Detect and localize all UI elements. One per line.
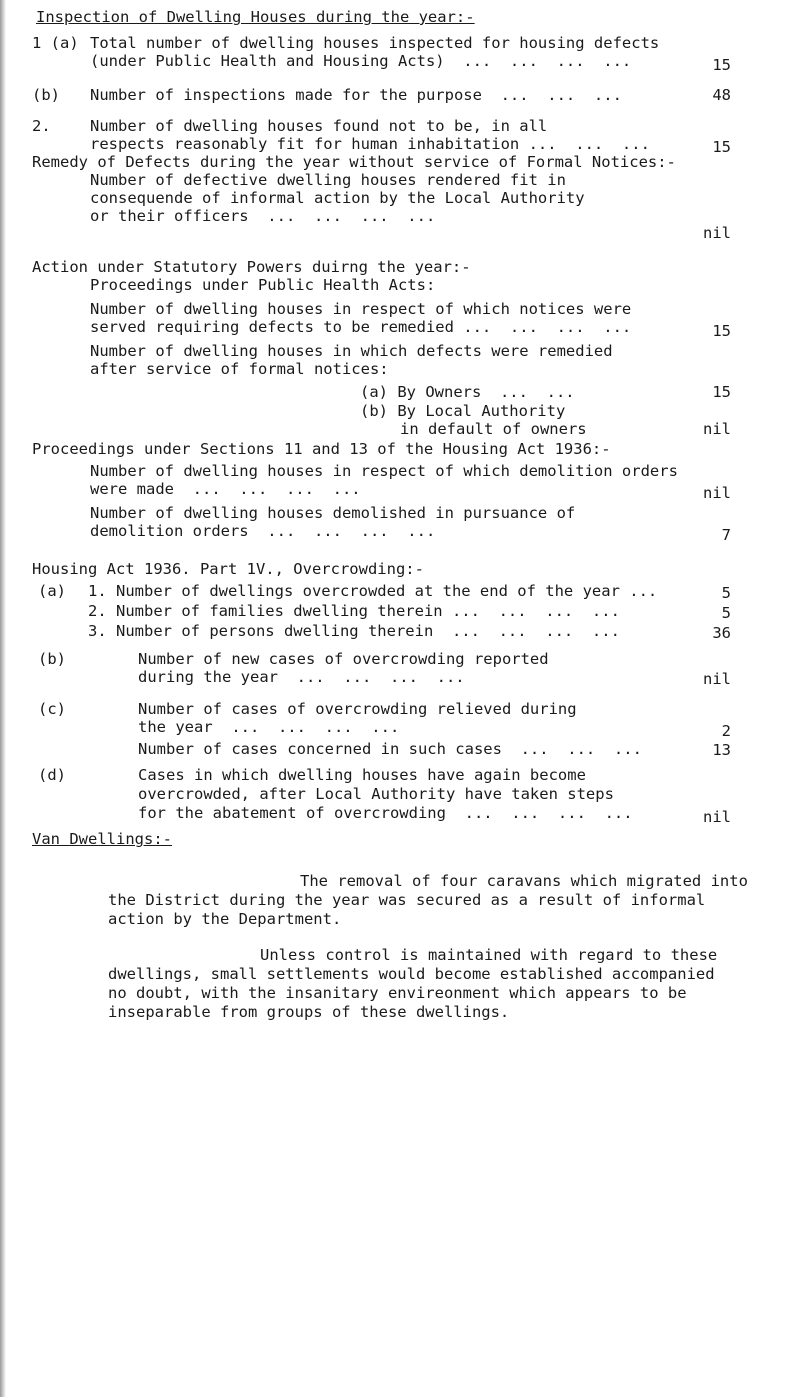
action-notices-text-2: served requiring defects to be remedied ... ... ... ... — [90, 318, 632, 336]
item-1a-marker: 1 (a) — [32, 34, 79, 52]
housing-demolished-text: Number of dwelling houses demolished in pursuance of — [90, 504, 576, 522]
page-edge-shadow — [0, 0, 6, 1397]
action-remedied-text: Number of dwelling houses in which defects were remedied — [90, 342, 613, 360]
action-notices-text: Number of dwelling houses in respect of which notices were — [90, 300, 632, 318]
overcrowding-heading: Housing Act 1936. Part 1V., Overcrowding:- — [32, 560, 424, 578]
overcrowding-d-text: Cases in which dwelling houses have again become — [138, 766, 586, 784]
remedy-value: nil — [703, 224, 731, 242]
van-paragraph-1-line-1: The removal of four caravans which migrated into — [300, 872, 748, 890]
van-paragraph-2-line-2: dwellings, small settlements would become established accompanied — [108, 965, 715, 983]
overcrowding-c-value: 2 — [721, 722, 731, 740]
item-2-marker: 2. — [32, 117, 51, 135]
action-local-authority-text-2: in default of owners — [400, 420, 587, 438]
housing-demolition-text: Number of dwelling houses in respect of which demolition orders — [90, 462, 678, 480]
van-paragraph-2-line-3: no doubt, with the insanitary envireonment which appears to be — [108, 984, 687, 1002]
remedy-text-2: consequende of informal action by the Local Authority — [90, 189, 585, 207]
overcrowding-b-marker: (b) — [38, 650, 66, 668]
item-1a-text-cont: (under Public Health and Housing Acts) ... ... ... ... — [90, 52, 632, 70]
overcrowding-b-text-2: during the year ... ... ... ... — [138, 668, 465, 686]
action-local-authority-text: (b) By Local Authority — [360, 402, 566, 420]
item-1b-text: Number of inspections made for the purpose ... ... ... — [90, 86, 622, 104]
overcrowding-d-text-2: overcrowded, after Local Authority have taken steps — [138, 785, 614, 803]
van-paragraph-1-line-2: the District during the year was secured as a result of informal — [108, 891, 706, 909]
action-subheading: Proceedings under Public Health Acts: — [90, 276, 436, 294]
van-paragraph-1-line-3: action by the Department. — [108, 910, 342, 928]
action-remedied-text-2: after service of formal notices: — [90, 360, 389, 378]
remedy-text: Number of defective dwelling houses rendered fit in — [90, 171, 566, 189]
overcrowding-b-value: nil — [703, 670, 731, 688]
overcrowding-a1-text: 1. Number of dwellings overcrowded at the end of the year ... — [88, 582, 658, 600]
overcrowding-a1-value: 5 — [721, 584, 731, 602]
overcrowding-b-text: Number of new cases of overcrowding reported — [138, 650, 549, 668]
action-local-authority-value: nil — [703, 420, 731, 438]
item-2-value: 15 — [712, 138, 731, 156]
overcrowding-c-concerned-text: Number of cases concerned in such cases ... ... ... — [138, 740, 642, 758]
action-heading: Action under Statutory Powers duirng the year:- — [32, 258, 471, 276]
van-paragraph-2-line-4: inseparable from groups of these dwellings. — [108, 1003, 510, 1021]
overcrowding-a3-text: 3. Number of persons dwelling therein ... ... ... ... — [88, 622, 620, 640]
housing-demolished-value: 7 — [721, 526, 731, 544]
overcrowding-c-marker: (c) — [38, 700, 66, 718]
item-2-text: Number of dwelling houses found not to be, in all — [90, 117, 548, 135]
housing-demolition-text-2: were made ... ... ... ... — [90, 480, 361, 498]
action-owners-value: 15 — [712, 383, 731, 401]
remedy-text-3: or their officers ... ... ... ... — [90, 207, 436, 225]
action-owners-text: (a) By Owners ... ... — [360, 383, 575, 401]
overcrowding-d-value: nil — [703, 808, 731, 826]
van-dwellings-heading: Van Dwellings:- — [32, 830, 172, 848]
item-1b-marker: (b) — [32, 86, 60, 104]
item-1a-text: Total number of dwelling houses inspected for housing defects — [90, 34, 660, 52]
overcrowding-a-marker: (a) — [38, 582, 66, 600]
overcrowding-d-text-3: for the abatement of overcrowding ... ... ... ... — [138, 804, 633, 822]
housing-demolition-value: nil — [703, 484, 731, 502]
action-notices-value: 15 — [712, 322, 731, 340]
item-1b-value: 48 — [712, 86, 731, 104]
overcrowding-d-marker: (d) — [38, 766, 66, 784]
item-2-text-cont: respects reasonably fit for human inhabitation ... ... ... — [90, 135, 650, 153]
overcrowding-a2-value: 5 — [721, 604, 731, 622]
page-heading: Inspection of Dwelling Houses during the year:- — [36, 8, 475, 26]
overcrowding-c-text-2: the year ... ... ... ... — [138, 718, 400, 736]
overcrowding-c-text: Number of cases of overcrowding relieved during — [138, 700, 577, 718]
overcrowding-c-concerned-value: 13 — [712, 741, 731, 759]
remedy-heading: Remedy of Defects during the year without service of Formal Notices:- — [32, 153, 676, 171]
overcrowding-a2-text: 2. Number of families dwelling therein ... ... ... ... — [88, 602, 620, 620]
item-1a-value: 15 — [712, 56, 731, 74]
housing-demolished-text-2: demolition orders ... ... ... ... — [90, 522, 436, 540]
housing-sections-heading: Proceedings under Sections 11 and 13 of the Housing Act 1936:- — [32, 440, 611, 458]
van-paragraph-2-line-1: Unless control is maintained with regard to these — [260, 946, 718, 964]
overcrowding-a3-value: 36 — [712, 624, 731, 642]
